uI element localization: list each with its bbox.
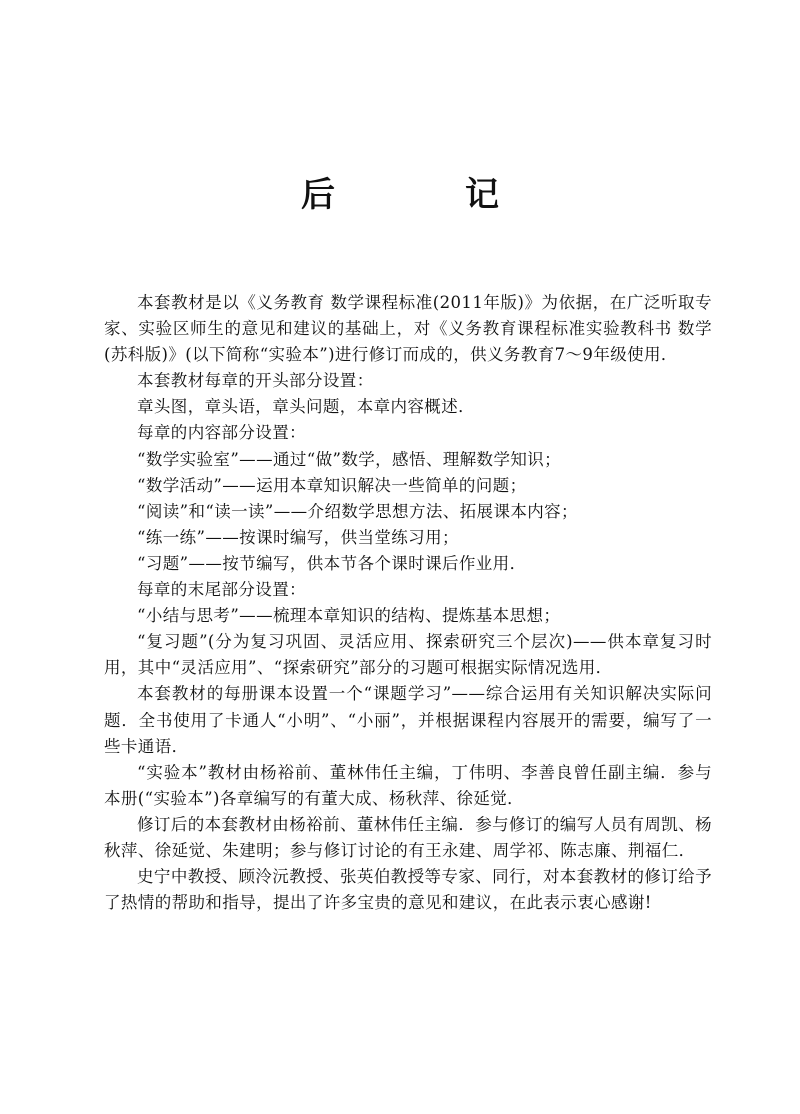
paragraph-revision-editors: 修订后的本套教材由杨裕前、董林伟任主编．参与修订的编写人员有周凯、杨秋萍、徐延觉、朱建明；参与修订讨论的有王永建、周学祁、陈志廉、荆福仁．: [104, 814, 712, 860]
paragraph-chapter-opening-heading: 本套教材每章的开头部分设置：: [137, 371, 374, 391]
paragraph-math-activity: “数学活动”——运用本章知识解决一些简单的问题；: [137, 475, 527, 495]
paragraph-chapter-opening-items: 章头图，章头语，章头问题，本章内容概述．: [137, 397, 475, 417]
paragraph-intro: 本套教材是以《义务教育 数学课程标准(2011年版)》为依据，在广泛听取专家、实验区师生的意见和建议的基础上，对《义务教育课程标准实验教科书 数学(苏科版)》(以下简称“实验本”)进行修订而成的，供义务教育7～9年级使用．: [104, 293, 712, 365]
body-text: [104, 290, 712, 916]
paragraph-acknowledgement: 史宁中教授、顾泠沅教授、张英伯教授等专家、同行，对本套教材的修订给予了热情的帮助和指导，提出了许多宝贵的意见和建议，在此表示衷心感谢!: [104, 867, 712, 913]
paragraph-exercises: “习题”——按节编写，供本节各个课时课后作业用．: [137, 553, 527, 573]
paragraph-practice: “练一练”——按课时编写，供当堂练习用；: [137, 527, 459, 547]
paragraph-summary: “小结与思考”——梳理本章知识的结构、提炼基本思想；: [137, 606, 561, 626]
paragraph-chapter-end-heading: 每章的末尾部分设置：: [137, 580, 306, 600]
paragraph-chapter-content-heading: 每章的内容部分设置：: [137, 423, 306, 443]
paragraph-reading: “阅读”和“读一读”——介绍数学思想方法、拓展课本内容；: [137, 501, 578, 521]
paragraph-project-learning: 本套教材的每册课本设置一个“课题学习”——综合运用有关知识解决实际问题．全书使用了卡通人“小明”、“小丽”，并根据课程内容展开的需要，编写了一些卡通语．: [104, 684, 712, 756]
page-title: 后 记: [301, 175, 547, 215]
paragraph-review: “复习题”(分为复习巩固、灵活应用、探索研究三个层次)——供本章复习时用，其中“灵活应用”、“探索研究”部分的习题可根据实际情况选用．: [104, 632, 712, 678]
paragraph-math-lab: “数学实验室”——通过“做”数学，感悟、理解数学知识；: [137, 449, 562, 469]
paragraph-pilot-editors: “实验本”教材由杨裕前、董林伟任主编，丁伟明、李善良曾任副主编．参与本册(“实验本”)各章编写的有董大成、杨秋萍、徐延觉．: [104, 762, 712, 808]
